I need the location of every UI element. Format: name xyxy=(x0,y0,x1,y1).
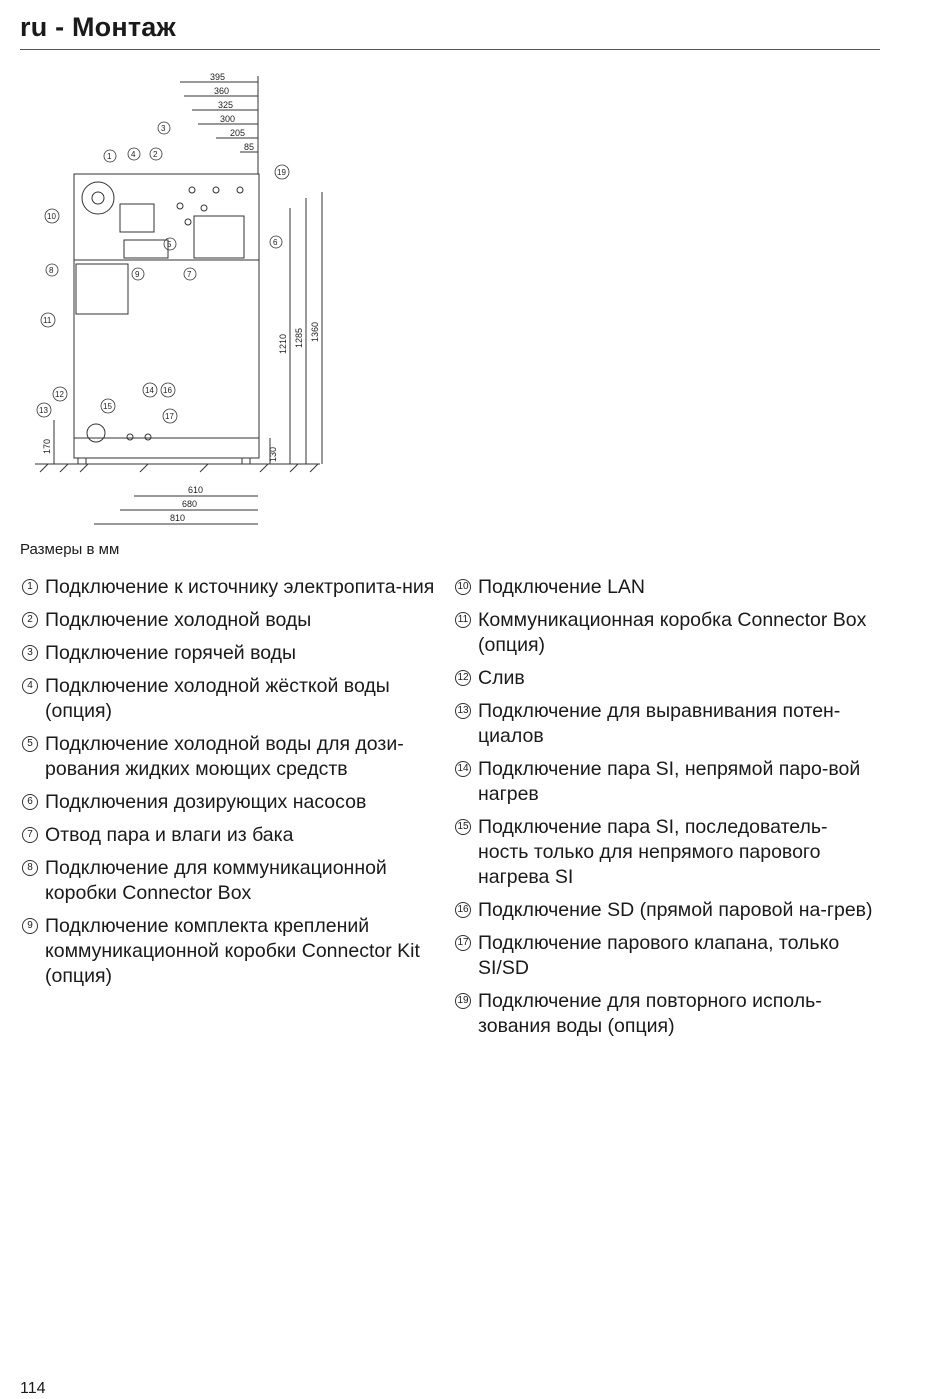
dim-right-1360: 1360 xyxy=(310,321,320,342)
legend-text: Подключение пара SI, непрямой паро-вой нагрев xyxy=(478,758,861,805)
dim-right-130: 130 xyxy=(268,446,278,462)
legend-item xyxy=(453,575,873,600)
legend-text: Подключение пара SI, последователь-ность только для непрямого парового нагрева SI xyxy=(478,816,828,888)
callout-17: 17 xyxy=(165,412,174,421)
dim-left-170: 170 xyxy=(42,438,52,454)
dim-top-85: 85 xyxy=(244,142,255,152)
legend-item xyxy=(20,790,440,815)
dim-right-1285: 1285 xyxy=(294,327,304,348)
legend-item xyxy=(20,674,440,724)
legend-text: Подключение для повторного исполь-зования воды (опция) xyxy=(478,990,822,1037)
appliance-dimension-diagram xyxy=(20,68,380,538)
callout-12: 12 xyxy=(55,390,64,399)
callout-14: 14 xyxy=(145,386,154,395)
dim-bottom-610: 610 xyxy=(188,485,204,495)
legend-item xyxy=(453,989,873,1039)
dim-bottom-810: 810 xyxy=(170,513,186,523)
legend-text: Подключение горячей воды xyxy=(45,642,297,664)
legend-number: 13 xyxy=(455,703,471,719)
legend-text: Подключение холодной жёсткой воды (опция) xyxy=(45,675,390,722)
legend-item xyxy=(453,815,873,890)
legend-text: Отвод пара и влаги из бака xyxy=(45,824,294,846)
legend-text: Подключение LAN xyxy=(478,576,645,598)
legend-item xyxy=(20,641,440,666)
legend-item xyxy=(20,608,440,633)
legend-item xyxy=(453,699,873,749)
legend-item xyxy=(20,575,440,600)
legend-item xyxy=(20,856,440,906)
legend-item xyxy=(20,823,440,848)
dim-bottom-680: 680 xyxy=(182,499,198,509)
page-header xyxy=(20,12,880,50)
legend-number: 17 xyxy=(455,935,471,951)
legend-number: 11 xyxy=(455,612,471,628)
legend-text: Подключения дозирующих насосов xyxy=(45,791,367,813)
legend-number: 14 xyxy=(455,761,471,777)
legend-item xyxy=(453,608,873,658)
legend-text: Подключение холодной воды xyxy=(45,609,312,631)
legend-number: 10 xyxy=(455,579,471,595)
dimension-drawing xyxy=(20,68,380,538)
legend-number: 15 xyxy=(455,819,471,835)
callout-2: 2 xyxy=(153,150,158,159)
legend-number: 8 xyxy=(22,860,38,876)
page-title: ru - Монтаж xyxy=(20,12,176,42)
legend-number: 1 xyxy=(22,579,38,595)
legend-text: Подключение для коммуникационной коробки Connector Box xyxy=(45,857,387,904)
callout-6: 6 xyxy=(273,238,278,247)
callout-19: 19 xyxy=(277,168,286,177)
legend-number: 16 xyxy=(455,902,471,918)
callout-11: 11 xyxy=(43,316,52,325)
legend-item xyxy=(20,732,440,782)
page-number: 114 xyxy=(20,1380,46,1397)
callout-4: 4 xyxy=(131,150,136,159)
callout-8: 8 xyxy=(49,266,54,275)
legend-text: Подключение к источнику электропита-ния xyxy=(45,576,435,598)
callout-1: 1 xyxy=(107,152,112,161)
callout-5: 5 xyxy=(167,240,172,249)
dim-right-1210: 1210 xyxy=(278,333,288,354)
legend-text: Коммуникационная коробка Connector Box (опция) xyxy=(478,609,867,656)
callout-7: 7 xyxy=(187,270,192,279)
legend-item xyxy=(453,931,873,981)
dim-top-300: 300 xyxy=(220,114,236,124)
dim-top-205: 205 xyxy=(230,128,246,138)
legend-number: 4 xyxy=(22,678,38,694)
legend-item xyxy=(20,914,440,989)
legend-text: Подключение SD (прямой паровой на-грев) xyxy=(478,899,873,921)
legend-number: 12 xyxy=(455,670,471,686)
legend-item xyxy=(453,898,873,923)
dim-top-395: 395 xyxy=(210,72,226,82)
callout-9: 9 xyxy=(135,270,140,279)
figure-caption: Размеры в мм xyxy=(20,541,120,558)
legend-number: 3 xyxy=(22,645,38,661)
callout-10: 10 xyxy=(47,212,56,221)
dim-top-325: 325 xyxy=(218,100,234,110)
legend-number: 7 xyxy=(22,827,38,843)
legend-text: Слив xyxy=(478,667,525,689)
legend-item xyxy=(453,757,873,807)
legend-number: 2 xyxy=(22,612,38,628)
legend-number: 5 xyxy=(22,736,38,752)
callout-15: 15 xyxy=(103,402,112,411)
legend-text: Подключение парового клапана, только SI/SD xyxy=(478,932,840,979)
legend-text: Подключение комплекта креплений коммуникационной коробки Connector Kit (опция) xyxy=(45,915,420,987)
dim-top-360: 360 xyxy=(214,86,230,96)
callout-13: 13 xyxy=(39,406,48,415)
legend-number: 9 xyxy=(22,918,38,934)
callout-16: 16 xyxy=(163,386,172,395)
legend-number: 19 xyxy=(455,993,471,1009)
legend-right-column xyxy=(453,575,873,1047)
legend-text: Подключение для выравнивания потен-циалов xyxy=(478,700,841,747)
legend-number: 6 xyxy=(22,794,38,810)
legend-text: Подключение холодной воды для дози-рования жидких моющих средств xyxy=(45,733,404,780)
legend-left-column xyxy=(20,575,440,997)
legend-item xyxy=(453,666,873,691)
callout-3: 3 xyxy=(161,124,166,133)
